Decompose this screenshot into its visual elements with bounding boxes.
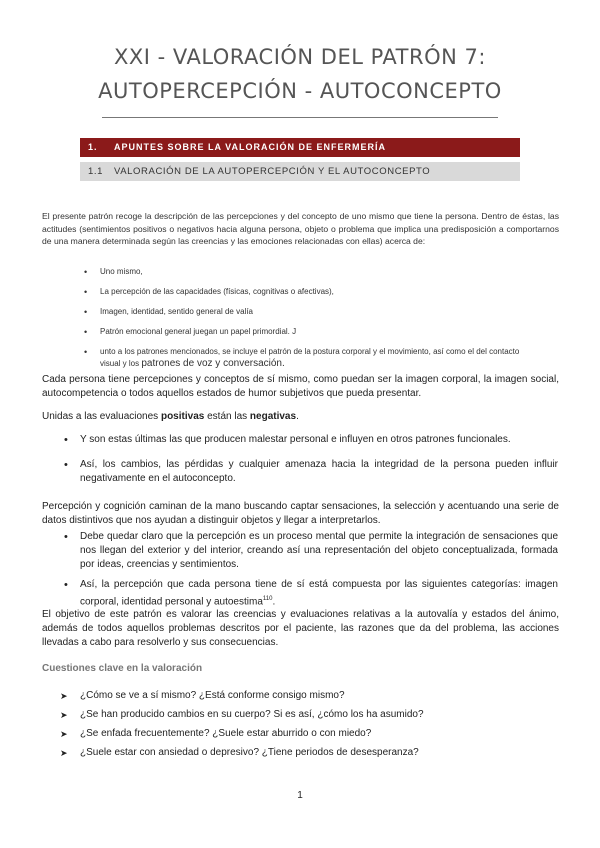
- list-item: [100, 346, 530, 370]
- section-heading: [80, 138, 520, 157]
- section-number: 1.: [88, 142, 98, 152]
- paragraph-bold: negativas: [249, 411, 297, 422]
- bullet-list: [80, 530, 558, 609]
- paragraph: El objetivo de este patrón es valorar las creencias y evaluaciones relativas a la autovalía y estados del ánimo, además de todos aquellos problemas descritos por el paciente, las razones que da del problema, las acciones llevadas a cabo para resolverlo y sus consecuencias.: [42, 609, 559, 648]
- list-item: • Debe quedar claro que la percepción es un proceso mental que permite la integración de sensaciones que nos llegan del exterior y del interior, creando así una representación del objeto conceptualizada, formada por ideas, creencias y sentimientos.: [80, 530, 558, 572]
- key-questions-heading: Cuestiones clave en la valoración: [42, 663, 203, 674]
- chapter-title-line-1: XXI - VALORACIÓN DEL PATRÓN 7:: [114, 45, 486, 69]
- title-divider: [102, 117, 498, 118]
- list-item: ➤ ¿Cómo se ve a sí mismo? ¿Está conforme consigo mismo?: [80, 689, 550, 708]
- paragraph: Percepción y cognición caminan de la mano buscando captar sensaciones, la selección y acentuando una serie de datos distintivos que nos ayudan a distinguir objetos y llegar a interpretarlos.: [42, 501, 559, 526]
- paragraph: Cada persona tiene percepciones y conceptos de sí mismo, como puedan ser la imagen corporal, la imagen social, autocompetencia o todos aquellos estados de humor subjetivos que pueda presentar.: [42, 374, 559, 399]
- paragraph-text: .: [296, 411, 299, 422]
- subsection-heading: [80, 162, 520, 181]
- list-item: ➤ ¿Se enfada frecuentemente? ¿Suele estar aburrido o con miedo?: [80, 727, 550, 746]
- paragraph-text: están las: [207, 411, 248, 422]
- list-item: ➤ ¿Se han producido cambios en su cuerpo? Si es así, ¿cómo los ha asumido?: [80, 708, 550, 727]
- list-item: • Y son estas últimas las que producen malestar personal e influyen en otros patrones funcionales.: [80, 433, 558, 447]
- list-item-text: .: [272, 596, 276, 608]
- bullet-list: [80, 433, 558, 486]
- intro-list: [100, 266, 530, 370]
- subsection-number: 1.1: [88, 166, 104, 177]
- subsection-label: VALORACIÓN DE LA AUTOPERCEPCIÓN Y EL AUTOCONCEPTO: [114, 166, 431, 177]
- list-item: • Patrón emocional general juegan un papel primordial. J: [100, 326, 530, 338]
- list-item-text-emphasis: patrones de voz y conversación.: [141, 358, 285, 369]
- list-item: • Imagen, identidad, sentido general de valía: [100, 306, 530, 318]
- footnote-ref: 110: [262, 596, 273, 602]
- list-item: [80, 578, 558, 609]
- list-item-text: unto a los patrones mencionados, se incluye el patrón de la postura corporal y el movimiento, así como el del contacto visual y los: [100, 347, 520, 368]
- section-label: APUNTES SOBRE LA VALORACIÓN DE ENFERMERÍA: [114, 142, 387, 152]
- chapter-title: [40, 40, 560, 108]
- list-item: • Así, los cambios, las pérdidas y cualquier amenaza hacia la integridad de la persona pueden influir negativamente en el autoconcepto.: [80, 458, 558, 486]
- page-number: 1: [297, 790, 303, 801]
- intro-paragraph: El presente patrón recoge la descripción de las percepciones y del concepto de uno mismo que tiene la persona. Dentro de éstas, las actitudes (sentimientos positivos o negativos hacia alguna persona, objeto o problema que implica una predisposición a comportarnos de una manera determinada según las creencias y las emociones relacionadas con ellas) acerca de:: [42, 211, 559, 246]
- list-item: • La percepción de las capacidades (físicas, cognitivas o afectivas),: [100, 286, 530, 298]
- paragraph: [42, 410, 559, 424]
- list-item: ➤ ¿Suele estar con ansiedad o depresivo? ¿Tiene periodos de desesperanza?: [80, 746, 550, 765]
- paragraph-bold: positivas: [160, 411, 205, 422]
- key-questions-list: [80, 689, 550, 765]
- list-item-text: Así, la percepción que cada persona tiene de sí está compuesta por las siguientes categorías: imagen corporal, identidad personal y autoestima: [80, 579, 558, 608]
- chapter-title-line-2: AUTOPERCEPCIÓN - AUTOCONCEPTO: [98, 79, 502, 103]
- list-item: • Uno mismo,: [100, 266, 530, 278]
- paragraph-text: Unidas a las evaluaciones: [42, 411, 159, 422]
